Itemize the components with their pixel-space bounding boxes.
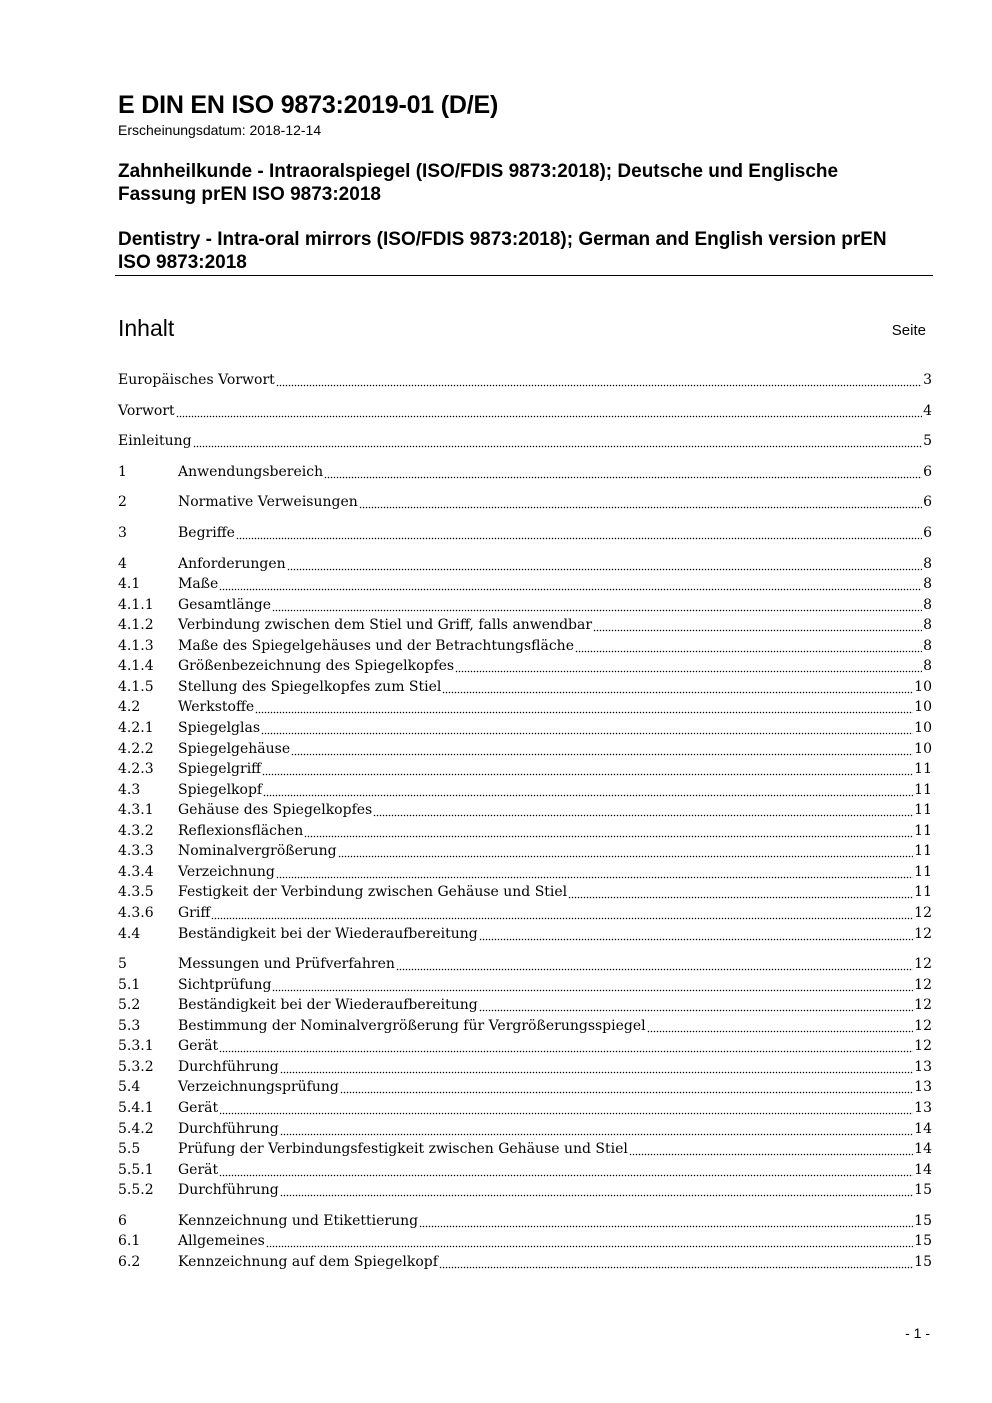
toc-entry-leader [255, 697, 913, 717]
toc-entry[interactable] [118, 718, 932, 738]
toc-entry-leader [272, 595, 922, 615]
toc-entry-leader [219, 1036, 913, 1056]
toc-entry-page: 8 [923, 596, 932, 613]
toc-entry[interactable] [118, 1077, 932, 1097]
toc-entry-number: 5.1 [118, 976, 141, 993]
toc-entry[interactable] [118, 1160, 932, 1180]
toc-entry-leader [593, 615, 922, 635]
toc-entry-page: 15 [914, 1212, 932, 1229]
toc-entry-leader [359, 492, 922, 512]
toc-entry-leader [219, 1098, 913, 1118]
toc-entry-number: 4.1.3 [118, 637, 154, 654]
toc-entry-leader [338, 841, 914, 861]
toc-entry-number: 4.1.5 [118, 678, 154, 695]
toc-entry[interactable] [118, 954, 932, 974]
toc-entry-label: Durchführung [178, 1182, 279, 1199]
page-column-label: Seite [891, 322, 926, 339]
toc-entry-label: Vorwort [118, 402, 175, 419]
toc-entry[interactable] [118, 1180, 932, 1200]
toc-entry-page: 6 [923, 463, 932, 480]
toc-entry-page: 3 [923, 372, 932, 388]
toc-entry-number: 5.3.2 [118, 1058, 154, 1075]
toc-entry[interactable] [118, 1016, 932, 1036]
toc-entry-leader [193, 431, 923, 451]
toc-entry[interactable] [118, 431, 932, 451]
publication-date: Erscheinungsdatum: 2018-12-14 [118, 122, 322, 138]
toc-entry[interactable] [118, 574, 932, 594]
toc-entry-page: 12 [914, 976, 932, 993]
toc-entry[interactable] [118, 780, 932, 800]
toc-entry-label: Einleitung [118, 433, 192, 450]
toc-entry[interactable] [118, 841, 932, 861]
toc-entry-number: 4.2.2 [118, 740, 154, 757]
toc-entry-page: 11 [914, 863, 932, 880]
toc-entry-page: 10 [914, 678, 932, 695]
toc-entry-leader [261, 718, 913, 738]
toc-entry-leader [568, 882, 913, 902]
toc-entry[interactable] [118, 1139, 932, 1159]
english-title-line-1: Dentistry - Intra-oral mirrors (ISO/FDIS 9873:2018); German and English version prEN [118, 229, 887, 250]
toc-entry-number: 5.5 [118, 1141, 141, 1158]
toc-entry[interactable] [118, 595, 932, 615]
toc-entry-page: 11 [914, 884, 932, 901]
toc-entry-leader [219, 1160, 913, 1180]
toc-entry[interactable] [118, 1119, 932, 1139]
toc-entry-number: 4.1.4 [118, 658, 154, 675]
toc-entry-number: 5 [118, 956, 127, 973]
toc-entry[interactable] [118, 1231, 932, 1251]
toc-entry-number: 5.5.1 [118, 1161, 154, 1178]
toc-entry-number: 4.2 [118, 699, 141, 716]
toc-entry-page: 14 [914, 1141, 932, 1158]
toc-entry[interactable] [118, 800, 932, 820]
toc-entry-leader [455, 656, 922, 676]
toc-entry[interactable] [118, 1252, 932, 1272]
toc-entry-number: 4.1 [118, 576, 141, 593]
document-header [118, 90, 934, 274]
toc-entry-number: 4.3.5 [118, 884, 154, 901]
toc-entry-page: 10 [914, 699, 932, 716]
toc-entry-label: Stellung des Spiegelkopfes zum Stiel [178, 678, 442, 695]
toc-entry-leader [263, 780, 913, 800]
toc-entry-page: 8 [923, 617, 932, 634]
toc-entry-label: Beständigkeit bei der Wiederaufbereitung [178, 925, 478, 942]
toc-entry-number: 5.4.1 [118, 1099, 154, 1116]
toc-entry-leader [276, 862, 913, 882]
toc-entry-label: Kennzeichnung auf dem Spiegelkopf [178, 1253, 438, 1270]
toc-entry-page: 13 [914, 1058, 932, 1075]
toc-entry-page: 10 [914, 740, 932, 757]
toc-entry-number: 6 [118, 1212, 127, 1229]
toc-entry[interactable] [118, 656, 932, 676]
toc-entry-page: 14 [914, 1161, 932, 1178]
header-divider [115, 275, 933, 276]
toc-entry-label: Verbindung zwischen dem Stiel und Griff, falls anwendbar [178, 617, 593, 634]
toc-entry-leader [304, 821, 913, 841]
toc-entry[interactable] [118, 862, 932, 882]
toc-entry-leader [419, 1211, 913, 1231]
toc-entry-label: Prüfung der Verbindungsfestigkeit zwischen Gehäuse und Stiel [178, 1141, 628, 1158]
toc-entry-leader [211, 903, 913, 923]
toc-entry-page: 11 [914, 822, 932, 839]
toc-entry[interactable] [118, 636, 932, 656]
toc-entry-page: 8 [923, 658, 932, 675]
english-title [118, 228, 934, 274]
toc-entry-number: 5.2 [118, 997, 141, 1014]
toc-entry[interactable] [118, 882, 932, 902]
toc-entry-leader [219, 574, 922, 594]
toc-entry[interactable] [118, 554, 932, 574]
toc-entry-number: 4.1.2 [118, 617, 154, 634]
toc-entry-label: Begriffe [178, 525, 235, 541]
toc-entry[interactable] [118, 615, 932, 635]
toc-entry-label: Durchführung [178, 1120, 279, 1137]
toc-entry-number: 5.5.2 [118, 1182, 154, 1199]
toc-entry-leader [647, 1016, 914, 1036]
toc-entry-label: Maße des Spiegelgehäuses und der Betrachtungsfläche [178, 637, 574, 654]
toc-entry[interactable] [118, 1057, 932, 1077]
toc-entry-number: 2 [118, 494, 127, 511]
toc-entry-number: 3 [118, 525, 127, 541]
toc-entry-label: Größenbezeichnung des Spiegelkopfes [178, 658, 455, 675]
toc-entry-page: 13 [914, 1079, 932, 1096]
toc-entry-label: Verzeichnungsprüfung [178, 1079, 339, 1096]
toc-entry-label: Spiegelgriff [178, 761, 262, 778]
toc-entry-label: Gesamtlänge [178, 596, 271, 613]
toc-entry-label: Allgemeines [178, 1233, 265, 1250]
toc-entry-label: Festigkeit der Verbindung zwischen Gehäuse und Stiel [178, 884, 568, 901]
toc-entry-label: Verzeichnung [178, 863, 275, 880]
toc-entry-number: 4.2.1 [118, 720, 154, 736]
toc-entry-number: 4.2.3 [118, 761, 154, 778]
toc-entry-label: Nominalvergrößerung [178, 843, 337, 860]
toc-entry-label: Spiegelglas [178, 720, 261, 736]
toc-entry-page: 11 [914, 761, 932, 778]
toc-entry-number: 4.3.4 [118, 863, 154, 880]
toc-entry-number: 4.3.2 [118, 822, 154, 839]
german-title [118, 160, 934, 206]
toc-entry-leader [287, 554, 922, 574]
toc-entry-number: 6.1 [118, 1233, 141, 1250]
toc-entry-page: 6 [923, 525, 932, 541]
toc-entry-label: Gerät [178, 1099, 219, 1116]
toc-entry-page: 12 [914, 1038, 932, 1055]
toc-entry-leader [276, 370, 922, 390]
toc-entry-label: Maße [178, 576, 219, 593]
toc-entry-leader [373, 800, 913, 820]
toc-entry-label: Bestimmung der Nominalvergrößerung für Vergrößerungsspiegel [178, 1017, 646, 1034]
document-title: E DIN EN ISO 9873:2019-01 (D/E) [118, 91, 499, 119]
toc-entry-leader [575, 636, 922, 656]
toc-entry[interactable] [118, 924, 932, 944]
toc-entry-number: 5.4.2 [118, 1120, 154, 1137]
toc-entry-page: 8 [923, 576, 932, 593]
toc-entry-leader [324, 462, 922, 482]
toc-entry-page: 12 [914, 1017, 932, 1034]
toc-entry-page: 13 [914, 1099, 932, 1116]
toc-entry-label: Normative Verweisungen [178, 494, 358, 511]
german-title-line-1: Zahnheilkunde - Intraoralspiegel (ISO/FDIS 9873:2018); Deutsche und Englische [118, 161, 839, 182]
toc-entry-leader [629, 1139, 913, 1159]
toc-entry[interactable] [118, 677, 932, 697]
toc-entry-number: 4.3 [118, 781, 141, 798]
toc-entry-page: 5 [923, 433, 932, 450]
toc-entry-leader [479, 924, 913, 944]
toc-entry-label: Sichtprüfung [178, 976, 272, 993]
toc-entry-page: 11 [914, 802, 932, 819]
toc-entry-label: Spiegelkopf [178, 781, 263, 798]
toc-entry-label: Werkstoffe [178, 699, 255, 716]
toc-entry[interactable] [118, 370, 932, 390]
toc-entry-page: 15 [914, 1233, 932, 1250]
toc-entry-leader [272, 975, 913, 995]
toc-entry-page: 8 [923, 555, 932, 572]
toc-entry-label: Messungen und Prüfverfahren [178, 956, 395, 973]
toc-entry-number: 5.3.1 [118, 1038, 154, 1055]
toc-entry-label: Anwendungsbereich [178, 463, 324, 480]
toc-entry-page: 15 [914, 1182, 932, 1199]
toc-entry-page: 11 [914, 781, 932, 798]
toc-entry[interactable] [118, 821, 932, 841]
toc-entry[interactable] [118, 697, 932, 717]
toc-entry[interactable] [118, 1098, 932, 1118]
toc-entry[interactable] [118, 1211, 932, 1231]
toc-entry-leader [439, 1252, 913, 1272]
toc-entry-page: 8 [923, 637, 932, 654]
toc-entry-label: Gehäuse des Spiegelkopfes [178, 802, 373, 819]
toc-entry-page: 10 [914, 720, 932, 736]
toc-entry-leader [262, 759, 913, 779]
toc-entry-label: Beständigkeit bei der Wiederaufbereitung [178, 997, 478, 1014]
toc-entry-number: 4.4 [118, 925, 141, 942]
toc-entry-label: Spiegelgehäuse [178, 740, 291, 757]
toc-entry[interactable] [118, 995, 932, 1015]
toc-entry-leader [236, 523, 922, 543]
toc-entry-page: 12 [914, 956, 932, 973]
toc-entry[interactable] [118, 492, 932, 512]
toc-entry-leader [479, 995, 913, 1015]
toc-entry-number: 4.1.1 [118, 596, 154, 613]
toc-entry-leader [396, 954, 913, 974]
toc-entry-number: 5.3 [118, 1017, 141, 1034]
toc-entry[interactable] [118, 401, 932, 421]
toc-entry-page: 4 [923, 402, 932, 419]
toc-entry-page: 12 [914, 997, 932, 1014]
toc-entry-label: Anforderungen [178, 555, 286, 572]
toc-entry-page: 11 [914, 843, 932, 860]
toc-entry-number: 6.2 [118, 1253, 141, 1270]
toc-entry[interactable] [118, 462, 932, 482]
toc-entry-label: Gerät [178, 1038, 219, 1055]
toc-entry-leader [280, 1180, 913, 1200]
toc-entry-leader [280, 1119, 913, 1139]
toc-entry[interactable] [118, 975, 932, 995]
toc-title: Inhalt [118, 315, 175, 341]
toc-entry[interactable] [118, 759, 932, 779]
toc-entry-leader [442, 677, 913, 697]
german-title-line-2: Fassung prEN ISO 9873:2018 [118, 184, 381, 205]
toc-entry-number: 4 [118, 555, 127, 572]
toc-entry-number: 1 [118, 463, 127, 480]
toc-entry-page: 15 [914, 1253, 932, 1270]
toc-entry-label: Gerät [178, 1161, 219, 1178]
toc-entry-leader [340, 1077, 913, 1097]
toc-entry-leader [176, 401, 922, 421]
toc-entry[interactable] [118, 523, 932, 543]
toc-entry-page: 14 [914, 1120, 932, 1137]
toc-entry-page: 12 [914, 925, 932, 942]
toc-entry[interactable] [118, 903, 932, 923]
toc-entry-number: 4.3.6 [118, 904, 154, 921]
toc-entry-label: Reflexionsflächen [178, 822, 304, 839]
toc-entry-leader [280, 1057, 913, 1077]
toc-entry-label: Europäisches Vorwort [118, 372, 275, 388]
toc-entry-leader [291, 739, 913, 759]
toc-entry-number: 4.3.1 [118, 802, 154, 819]
toc-entry[interactable] [118, 1036, 932, 1056]
toc-entry-label: Kennzeichnung und Etikettierung [178, 1212, 419, 1229]
toc-entry-page: 6 [923, 494, 932, 511]
toc-entry-page: 12 [914, 904, 932, 921]
toc-entry-number: 4.3.3 [118, 843, 154, 860]
toc-entry-label: Griff [178, 904, 211, 921]
toc-entry[interactable] [118, 739, 932, 759]
page-number: - 1 - [905, 1325, 930, 1341]
toc-entry-number: 5.4 [118, 1079, 141, 1096]
toc-entry-label: Durchführung [178, 1058, 279, 1075]
toc-entry-leader [266, 1231, 913, 1251]
english-title-line-2: ISO 9873:2018 [118, 252, 247, 273]
